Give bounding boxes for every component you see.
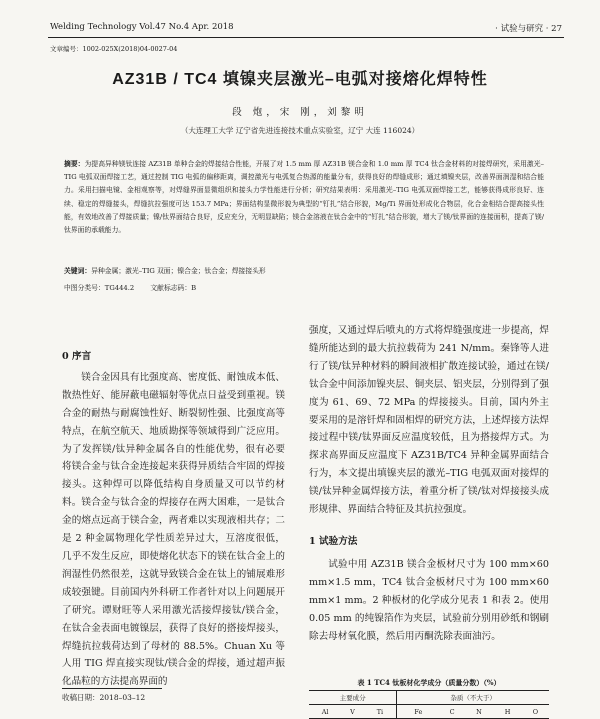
footnote-rule [62, 688, 162, 689]
intro-heading: 0 序言 [62, 351, 92, 362]
table-header-row [309, 705, 549, 719]
table-col-v: V [341, 705, 363, 719]
keywords-text: 异种金属；激光–TIG 双面；镍合金；钛合金；焊接接头形 [91, 267, 266, 275]
experiment-paragraph: 试验中用 AZ31B 镁合金板材尺寸为 100 mm×60 mm×1.5 mm，TC4 钛合金板材尺寸为 100 mm×60 mm×1 mm。2 种板材的化学成分见表 1 和表 2。使用 0.05 mm 的纯镍箔作为夹层，试验前分别用砂纸和钢刷除去母材氧化膜，然后用丙酮洗除表面油污。 [309, 558, 549, 642]
table-col-fe: Fe [397, 705, 440, 719]
journal-header: Welding Technology Vol.47 No.4 Apr. 2018 [50, 22, 234, 32]
table-group-main: 主要成分 [309, 691, 397, 705]
table-col-o: O [522, 705, 549, 719]
classification [64, 282, 544, 292]
paper-title: AZ31B / TC4 填镍夹层激光–电弧对接熔化焊特性 [112, 71, 488, 88]
affiliation: （大连理工大学 辽宁省先进连接技术重点实验室，辽宁 大连 116024） [180, 126, 420, 135]
header-rule [48, 37, 564, 38]
table-col-al: Al [309, 705, 341, 719]
left-column [62, 322, 285, 691]
right-column [309, 322, 549, 645]
table-group-impurity: 杂质（不大于） [397, 691, 549, 705]
table-col-c: C [440, 705, 465, 719]
composition-table [309, 690, 549, 719]
table-caption: 表 1 TC4 钛板材化学成分（质量分数）（%） [357, 678, 501, 687]
table-col-h: H [493, 705, 522, 719]
table-group-row [309, 691, 549, 705]
document-code: 文献标志码：B [150, 284, 197, 292]
abstract-text: 为提高异种镁钛连接 AZ31B 单种合金的焊接结合性能，开展了对 1.5 mm 厚 AZ31B 镁合金和 1.0 mm 厚 TC4 钛合金材料的对接焊研究，采用激光–TIG 电弧双面焊接工艺，通过控制 TIG 电弧的偏移距离，调控激光与电弧复合热源的能量分布，获得良好的焊缝成形；通过填镍夹层，改善界面润湿和结合能力。采用扫描电镜、金相观察等，对焊缝界面显微组织和接头力学性能进行分析；研究结果表明：采用激光–TIG 电弧双面焊接工艺，能够获得成形良好、连续、稳定的焊缝接头，焊缝抗拉强度可达 153.7 MPa；界面结构显微形貌为典型的“钉扎”结合形貌，Mg/Ti 界面处形成化合物层，化合金相结合提高接头性能，有效地改善了焊接质量；镍/钛界面结合良好，反应充分，无明显缺陷；镁合金溶液在钛合金中的“钉扎”结合形貌，增大了镁/钛界面的连接面积，提高了镁/钛界面的承载能力。 [64, 160, 544, 235]
section-page-header: · 试验与研究 · 27 [495, 24, 562, 34]
keywords-label: 关键词： [64, 267, 92, 275]
authors: 段 炮，宋 刚，刘黎明 [232, 107, 368, 118]
clc-number: 中图分类号：TG444.2 [64, 284, 135, 292]
table-col-n: N [465, 705, 494, 719]
intro-paragraph-continued: 强度，又通过焊后喷丸的方式将焊缝强度进一步提高，焊缝所能达到的最大抗拉载荷为 241 N/mm。秦锋等人进行了镁/钛异种材料的瞬间液相扩散连接试验，通过在镁/钛合金中间添加镍夹层、铜夹层、铝夹层，分别得到了强度为 61、69、72 MPa 的焊接接头。目前，国内外主要采用的是溶钎焊和固相焊的研究方法，上述焊接方法焊接过程中镁/钛界面反应温度较低，且为搭接焊方式。为探求高界面反应温度下 AZ31B/TC4 异种金属界面结合行为，本文提出填镍夹层的激光–TIG 电弧双面对接焊的镁/钛异种金属焊接方法，着重分析了镁/钛对焊接接头成形规律、界面结合特征及其抗拉强度。 [309, 325, 549, 516]
keywords [64, 265, 544, 275]
table-col-ti: Ti [364, 705, 397, 719]
abstract [64, 158, 544, 237]
abstract-label: 摘要： [64, 160, 85, 168]
experiment-heading: 1 试验方法 [309, 535, 358, 547]
intro-paragraph: 镁合金因具有比强度高、密度低、耐蚀成本低、散热性好、能屏蔽电磁辐射等优点日益受到重视。镁合金的耐热与耐腐蚀性好、断裂韧性强、比强度高等特点，在航空航天、地质勘探等领域得到广泛应用。为了发挥镁/钛异种金属各自的性能优势，很有必要将镁合金与钛合金连接起来获得异质结合牢固的焊接接头。这种焊可以降低结构自身质量又可以节约材料。镁合金与钛合金的焊接存在两大困难，一是钛合金的熔点远高于镁合金，两者难以实现液相共存；二是 2 种金属物理化学性质差异过大，互溶度很低，几乎不发生反应，即使熔化状态下的镁在钛合金上的润湿性仍然很差，这就导致镁合金在钛上的铺展难形成较强键。目前国内外科研工作者针对以上问题展开了研究。谭财旺等人采用激光活接焊接钛/镁合金，在钛合金表面电镀镍层，获得了良好的搭接焊接头，焊缝抗拉载荷达到了母材的 88.5%。Chuan Xu 等人用 TIG 焊直接实现钛/镁合金的焊接，通过超声振化晶粒的方法提高界面的 [62, 371, 285, 688]
article-number: 文章编号：1002-025X(2018)04-0027-04 [50, 45, 178, 53]
received-date: 收稿日期：2018–03–12 [62, 693, 146, 702]
